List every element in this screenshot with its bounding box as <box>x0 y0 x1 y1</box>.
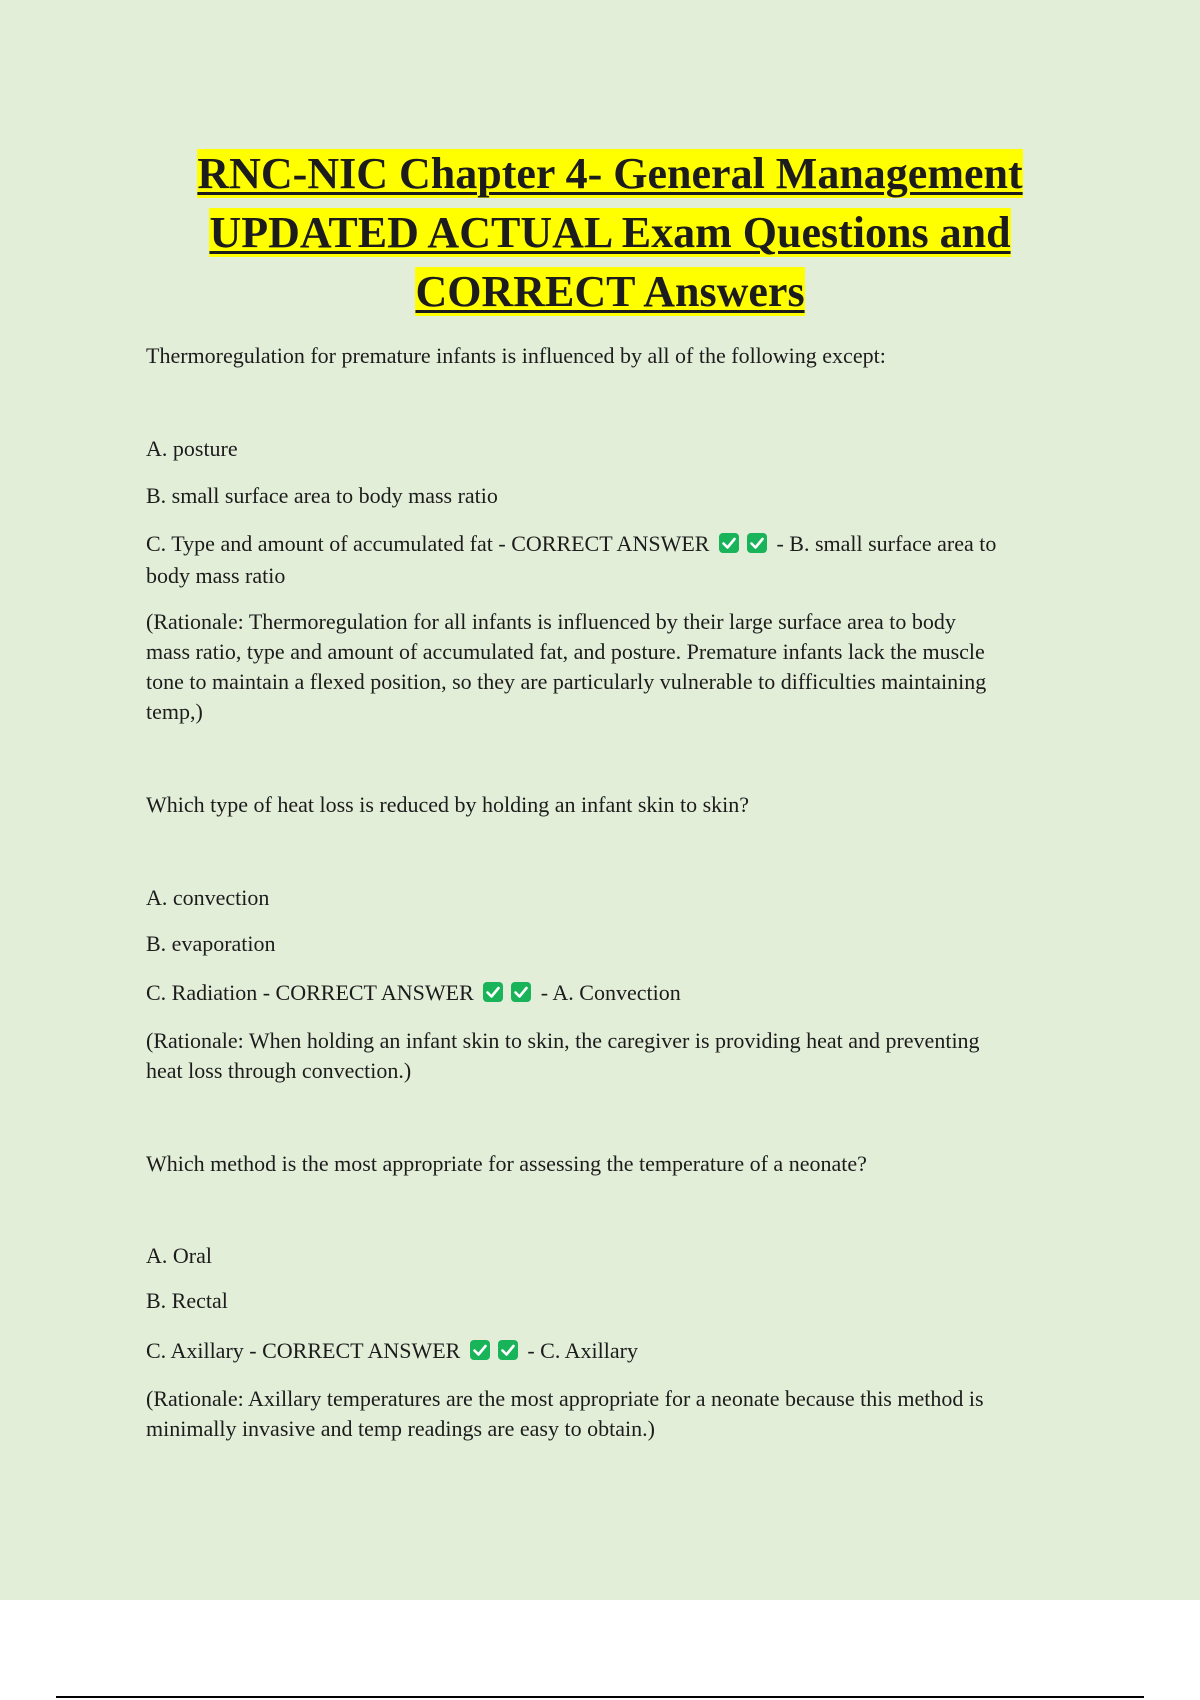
question-2-option-a: A. convection <box>146 885 270 910</box>
answer-label: C. Radiation - CORRECT ANSWER <box>146 980 474 1005</box>
question-3-rationale-line-2: minimally invasive and temp readings are easy to obtain.) <box>146 1416 655 1441</box>
answer-label: C. Axillary - CORRECT ANSWER <box>146 1338 461 1363</box>
question-1-rationale-line-3: tone to maintain a flexed position, so they are particularly vulnerable to difficulties maintaining <box>146 669 987 694</box>
question-1-option-a: A. posture <box>146 436 238 461</box>
question-2-option-b: B. evaporation <box>146 931 276 956</box>
title-line-3: CORRECT Answers <box>415 267 805 316</box>
question-2-answer <box>146 978 1076 1008</box>
check-mark-icon <box>497 1339 519 1361</box>
question-1-answer-cont: body mass ratio <box>146 563 286 588</box>
question-1-text: Thermoregulation for premature infants is influenced by all of the following except: <box>146 343 886 368</box>
question-2-rationale-line-2: heat loss through convection.) <box>146 1058 412 1083</box>
question-3-option-a: A. Oral <box>146 1243 212 1268</box>
question-3-rationale-line-1: (Rationale: Axillary temperatures are the most appropriate for a neonate because this method is <box>146 1386 984 1411</box>
check-mark-icon <box>746 532 768 554</box>
answer-value: - A. Convection <box>540 980 681 1005</box>
question-3-text: Which method is the most appropriate for assessing the temperature of a neonate? <box>146 1151 867 1176</box>
document-title <box>146 144 1074 321</box>
answer-label: C. Type and amount of accumulated fat - CORRECT ANSWER <box>146 531 710 556</box>
title-line-2: UPDATED ACTUAL Exam Questions and <box>209 208 1011 257</box>
check-mark-icon <box>718 532 740 554</box>
question-2-text: Which type of heat loss is reduced by holding an infant skin to skin? <box>146 792 750 817</box>
footer-divider <box>56 1696 1144 1698</box>
title-line-1: RNC-NIC Chapter 4- General Management <box>197 149 1023 198</box>
question-1-rationale-line-4: temp,) <box>146 699 203 724</box>
answer-value: - C. Axillary <box>527 1338 638 1363</box>
question-3-answer <box>146 1336 1076 1366</box>
answer-value: - B. small surface area to <box>776 531 997 556</box>
question-2-rationale-line-1: (Rationale: When holding an infant skin to skin, the caregiver is providing heat and preventing <box>146 1028 980 1053</box>
question-1-rationale-line-2: mass ratio, type and amount of accumulated fat, and posture. Premature infants lack the muscle <box>146 639 985 664</box>
check-mark-icon <box>510 981 532 1003</box>
question-3-option-b: B. Rectal <box>146 1288 228 1313</box>
question-1-rationale-line-1: (Rationale: Thermoregulation for all infants is influenced by their large surface area to body <box>146 609 956 634</box>
check-mark-icon <box>469 1339 491 1361</box>
question-1-answer <box>146 529 1076 559</box>
question-1-option-b: B. small surface area to body mass ratio <box>146 483 498 508</box>
check-mark-icon <box>482 981 504 1003</box>
